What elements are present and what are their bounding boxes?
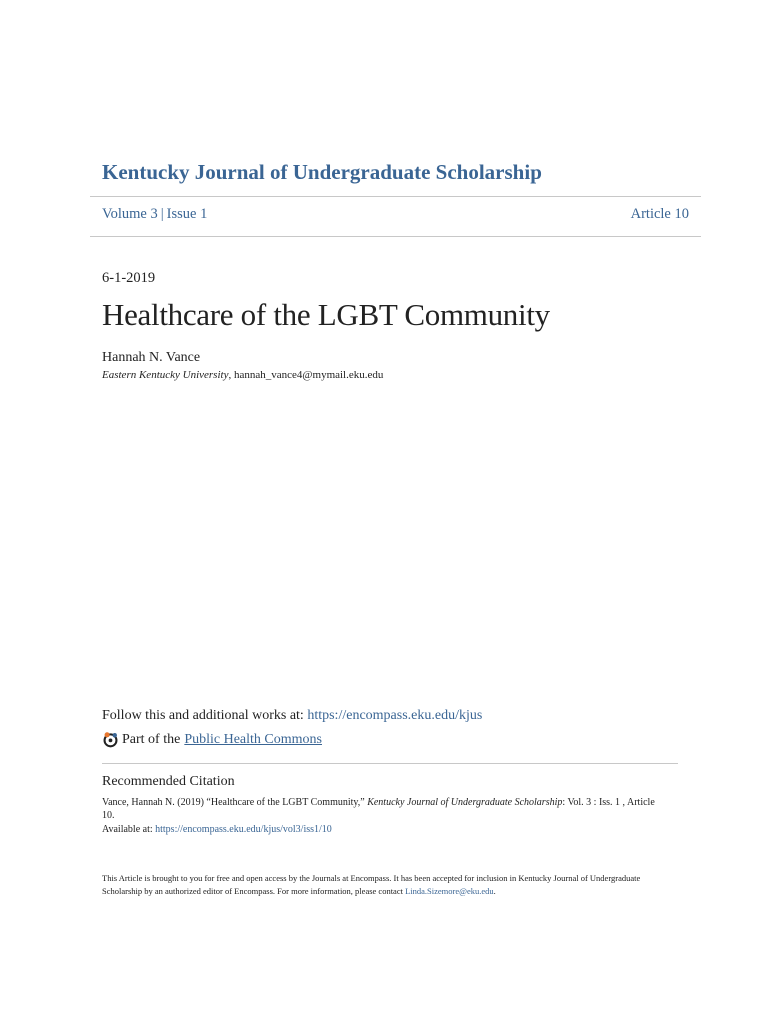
citation-suffix: : Vol. 3 : Iss. 1 , Article 10. xyxy=(102,797,655,821)
commons-network-icon xyxy=(102,731,119,748)
follow-works-line xyxy=(102,708,482,724)
collection-url-link[interactable]: https://encompass.eku.edu/kjus xyxy=(307,708,483,723)
citation-prefix: Vance, Hannah N. (2019) “Healthcare of the LGBT Community,” xyxy=(102,797,368,808)
divider-top xyxy=(90,196,701,197)
volume-issue-line xyxy=(102,206,207,223)
author-affiliation xyxy=(102,369,383,381)
available-prefix: Available at: xyxy=(102,824,156,835)
contact-email-link[interactable]: Linda.Sizemore@eku.edu xyxy=(405,886,494,896)
author-name: Hannah N. Vance xyxy=(102,350,201,365)
citation-heading: Recommended Citation xyxy=(102,774,235,789)
citation-text xyxy=(102,796,668,822)
article-url-link[interactable]: https://encompass.eku.edu/kjus/vol3/iss1/10 xyxy=(155,824,332,835)
volume-issue-separator: | xyxy=(160,206,164,222)
citation-journal: Kentucky Journal of Undergraduate Scholarship xyxy=(367,797,563,808)
part-prefix: Part of the xyxy=(122,731,181,747)
part-of-line xyxy=(102,731,322,748)
issue-link[interactable]: Issue 1 xyxy=(166,206,208,222)
author-institution: Eastern Kentucky University xyxy=(102,369,229,381)
journal-title-link[interactable]: Kentucky Journal of Undergraduate Scholarship xyxy=(102,160,542,184)
author-email: hannah_vance4@mymail.eku.edu xyxy=(233,369,384,381)
affiliation-separator: , xyxy=(228,369,234,381)
publication-date: 6-1-2019 xyxy=(102,270,156,286)
notice-text: This Article is brought to you for free and open access by the Journals at Encompass. It has been accepted for inclusion in Kentucky Journal of Undergraduate Scholarship by an authorized editor of Encompass. For more information, please contact xyxy=(102,873,641,896)
follow-prefix: Follow this and additional works at: xyxy=(102,708,308,723)
article-title: Healthcare of the LGBT Community xyxy=(102,297,550,332)
open-access-notice xyxy=(102,872,642,898)
volume-link[interactable]: Volume 3 xyxy=(102,206,158,222)
available-at-line xyxy=(102,824,332,835)
article-number-link[interactable]: Article 10 xyxy=(630,206,689,222)
notice-end: . xyxy=(493,886,496,896)
divider-middle xyxy=(90,236,701,237)
divider-bottom xyxy=(102,763,678,764)
public-health-commons-link[interactable]: Public Health Commons xyxy=(184,731,322,747)
